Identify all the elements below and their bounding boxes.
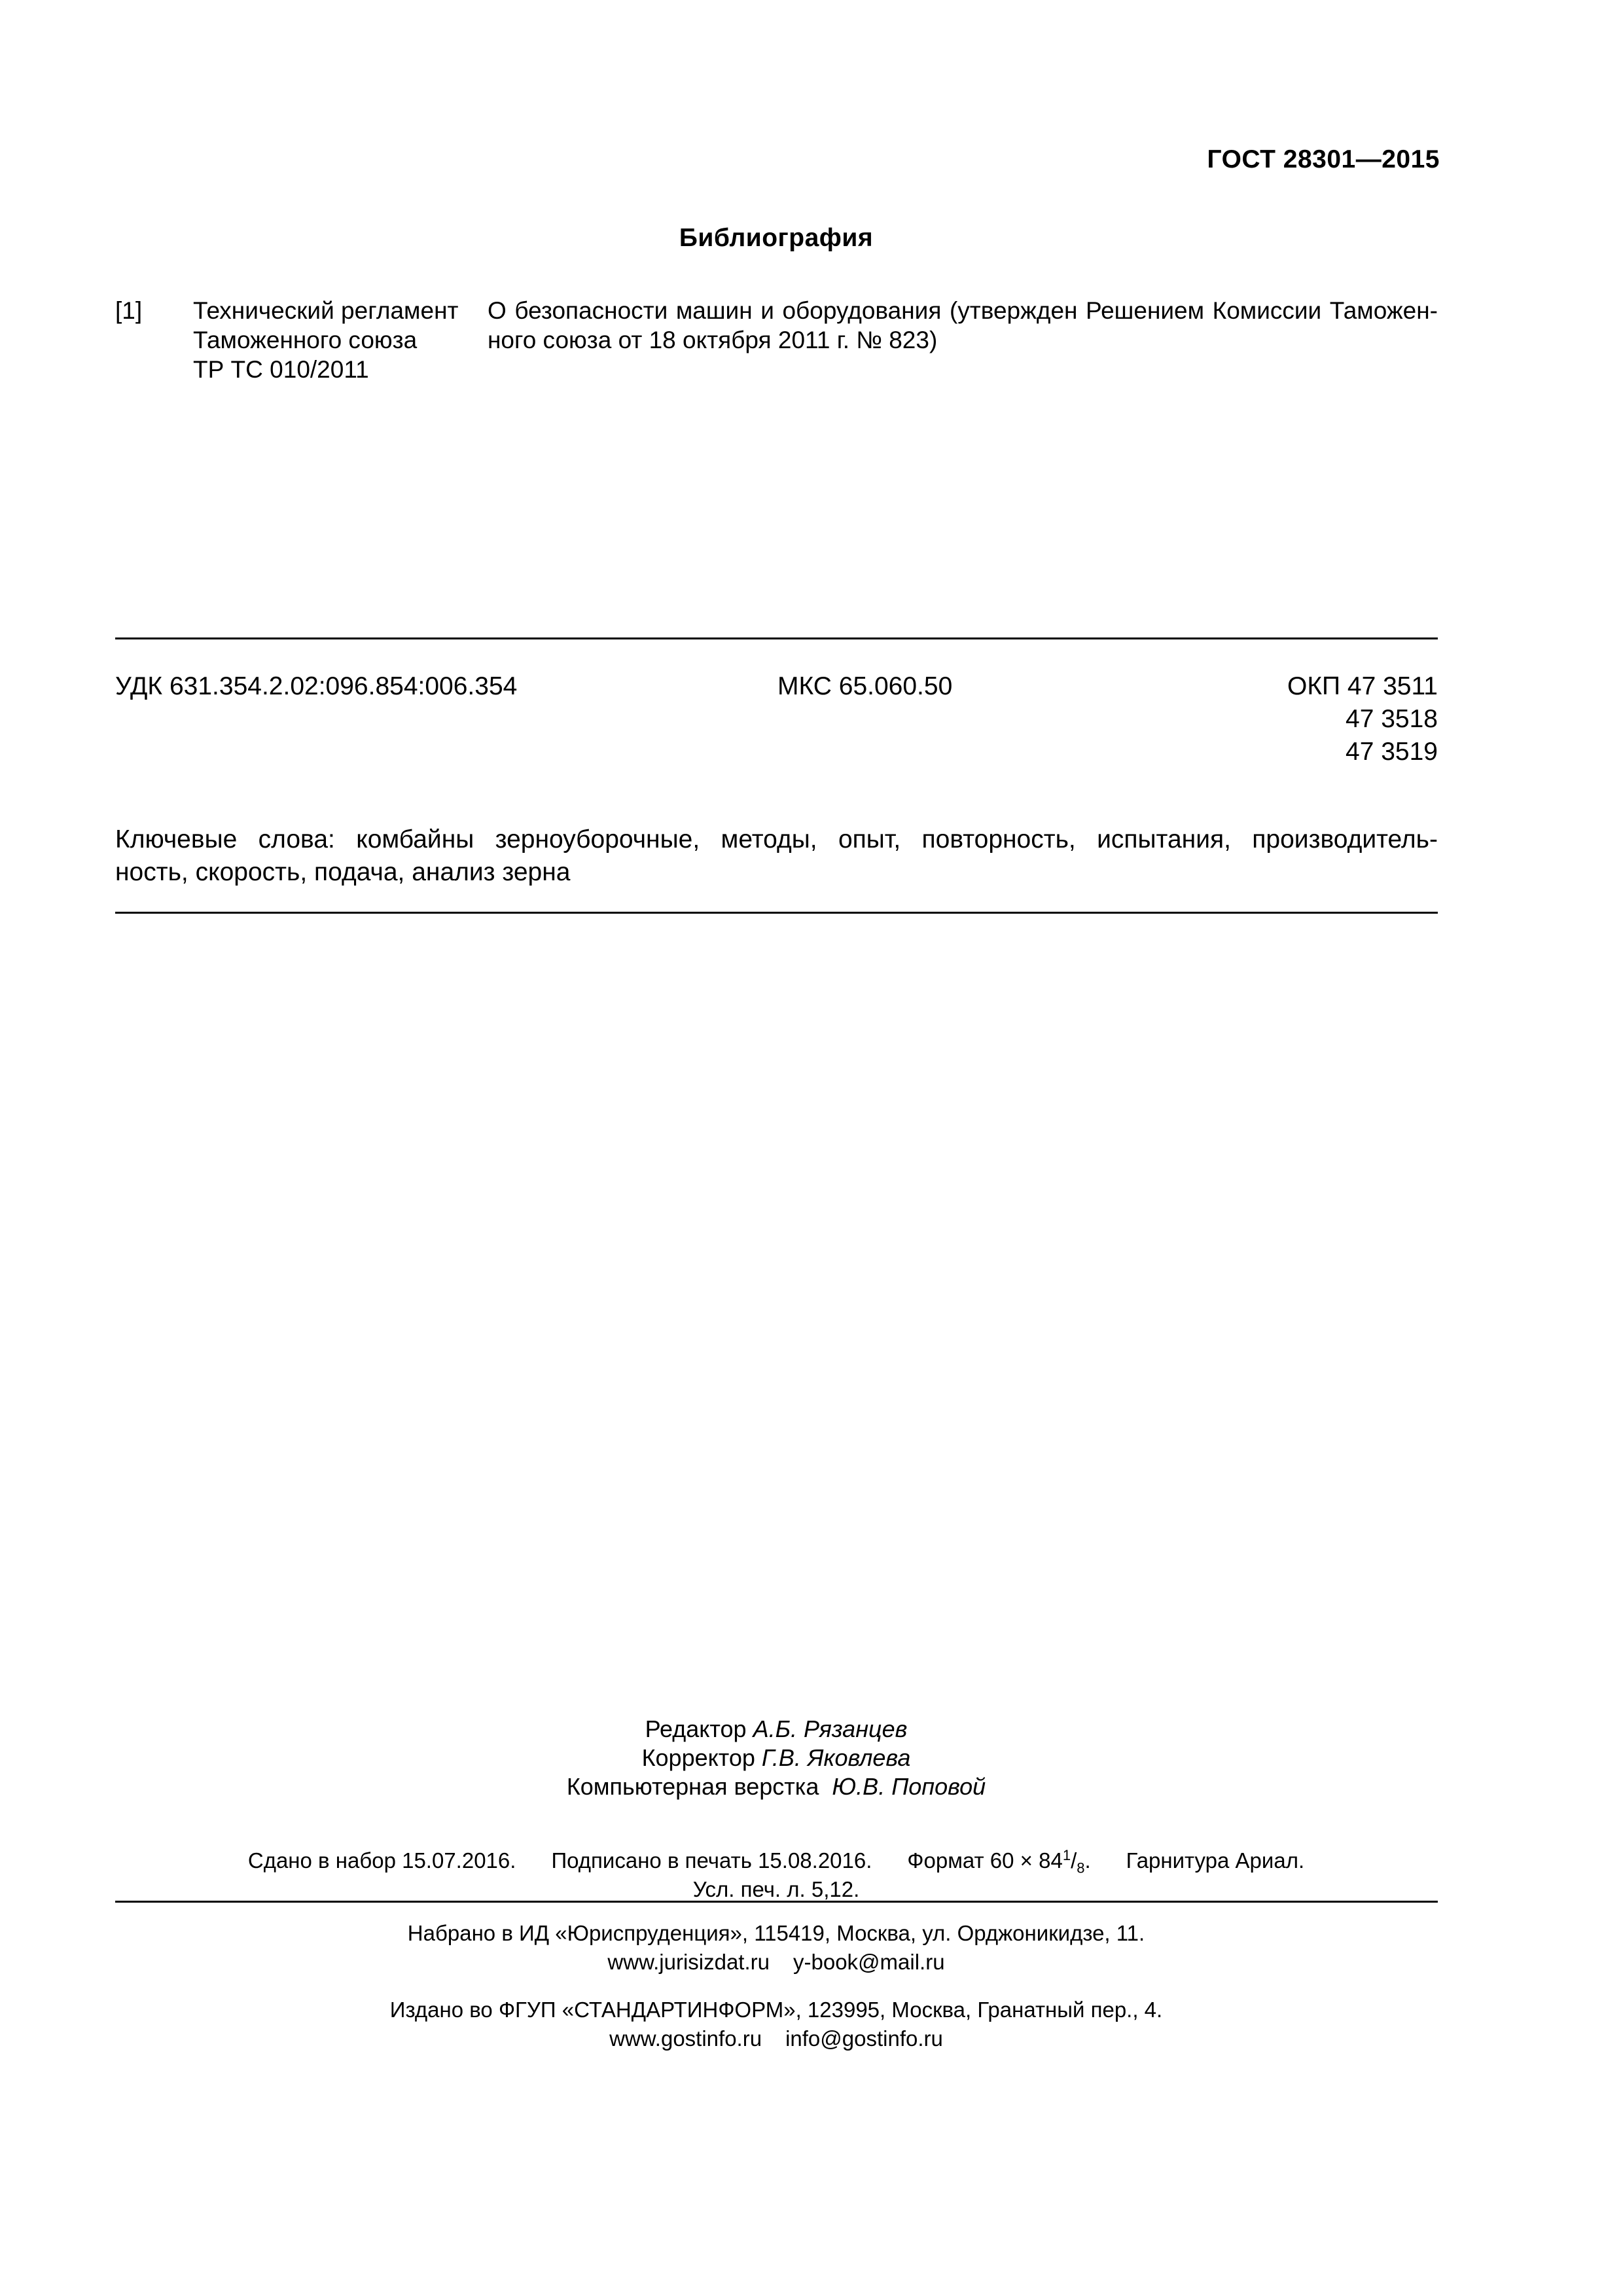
typesetter-address: Набрано в ИД «Юриспруденция», 115419, Москва, ул. Орджоникидзе, 11. bbox=[407, 1921, 1145, 1945]
description-line: О безопасности машин и оборудования (утвержден Решением Комиссии Таможен- bbox=[488, 297, 1438, 324]
bibliography-entry-description bbox=[488, 296, 1438, 355]
publisher-website[interactable]: www.gostinfo.ru bbox=[609, 2026, 762, 2051]
publisher-address: Издано во ФГУП «СТАНДАРТИНФОРМ», 123995, Москва, Гранатный пер., 4. bbox=[389, 1998, 1163, 2022]
layout-credit bbox=[0, 1772, 1552, 1801]
typesetter-contacts bbox=[0, 1948, 1552, 1977]
print-sheets: Усл. печ. л. 5,12. bbox=[692, 1877, 860, 1901]
staff-credits bbox=[0, 1715, 1552, 1801]
corrector-name: Г.В. Яковлева bbox=[761, 1744, 911, 1771]
publisher-contacts bbox=[0, 2024, 1552, 2053]
bibliography-entry-source bbox=[193, 296, 468, 384]
okp-codes bbox=[1287, 670, 1438, 768]
okp-code: 47 3518 bbox=[1346, 705, 1438, 733]
source-line: Технический регламент bbox=[193, 297, 459, 324]
source-line: Таможенного союза bbox=[193, 327, 418, 353]
typesetter-info bbox=[0, 1919, 1552, 1977]
layout-label: Компьютерная верстка bbox=[566, 1773, 819, 1800]
typesetter-email[interactable]: y-book@mail.ru bbox=[793, 1950, 945, 1974]
editor-label: Редактор bbox=[645, 1715, 747, 1742]
editor-credit bbox=[0, 1715, 1552, 1744]
bibliography-entry-number: [1] bbox=[115, 297, 143, 324]
keywords-line: ность, скорость, подача, анализ зерна bbox=[115, 858, 571, 886]
bibliography-title: Библиография bbox=[679, 224, 874, 252]
source-line: ТР ТС 010/2011 bbox=[193, 356, 369, 383]
publisher-email[interactable]: info@gostinfo.ru bbox=[785, 2026, 943, 2051]
keywords bbox=[115, 823, 1438, 889]
mks-code: МКС 65.060.50 bbox=[777, 672, 953, 700]
okp-code: ОКП 47 3511 bbox=[1287, 672, 1438, 700]
corrector-credit bbox=[0, 1744, 1552, 1772]
description-line: ного союза от 18 октября 2011 г. № 823) bbox=[488, 327, 938, 353]
corrector-label: Корректор bbox=[641, 1744, 755, 1771]
print-info bbox=[0, 1846, 1552, 1904]
divider-bottom bbox=[115, 1901, 1438, 1903]
divider-keywords bbox=[115, 912, 1438, 914]
print-info-line bbox=[0, 1846, 1552, 1875]
udk-code: УДК 631.354.2.02:096.854:006.354 bbox=[115, 672, 518, 700]
keywords-line: Ключевые слова: комбайны зерноуборочные, методы, опыт, повторность, испытания, производитель- bbox=[115, 825, 1438, 853]
signed-date: Подписано в печать 15.08.2016. bbox=[551, 1848, 872, 1873]
divider-top bbox=[115, 637, 1438, 639]
publisher-info bbox=[0, 1996, 1552, 2053]
layout-name: Ю.В. Поповой bbox=[832, 1773, 986, 1800]
typeface: Гарнитура Ариал. bbox=[1126, 1848, 1305, 1873]
paper-format: Формат $60 \times 84^1/_8$. bbox=[907, 1847, 1091, 1876]
okp-code: 47 3519 bbox=[1346, 738, 1438, 766]
typeset-date: Сдано в набор 15.07.2016. bbox=[247, 1848, 516, 1873]
editor-name: А.Б. Рязанцев bbox=[753, 1715, 908, 1742]
typesetter-website[interactable]: www.jurisizdat.ru bbox=[607, 1950, 770, 1974]
standard-code: ГОСТ 28301—2015 bbox=[1207, 145, 1440, 173]
